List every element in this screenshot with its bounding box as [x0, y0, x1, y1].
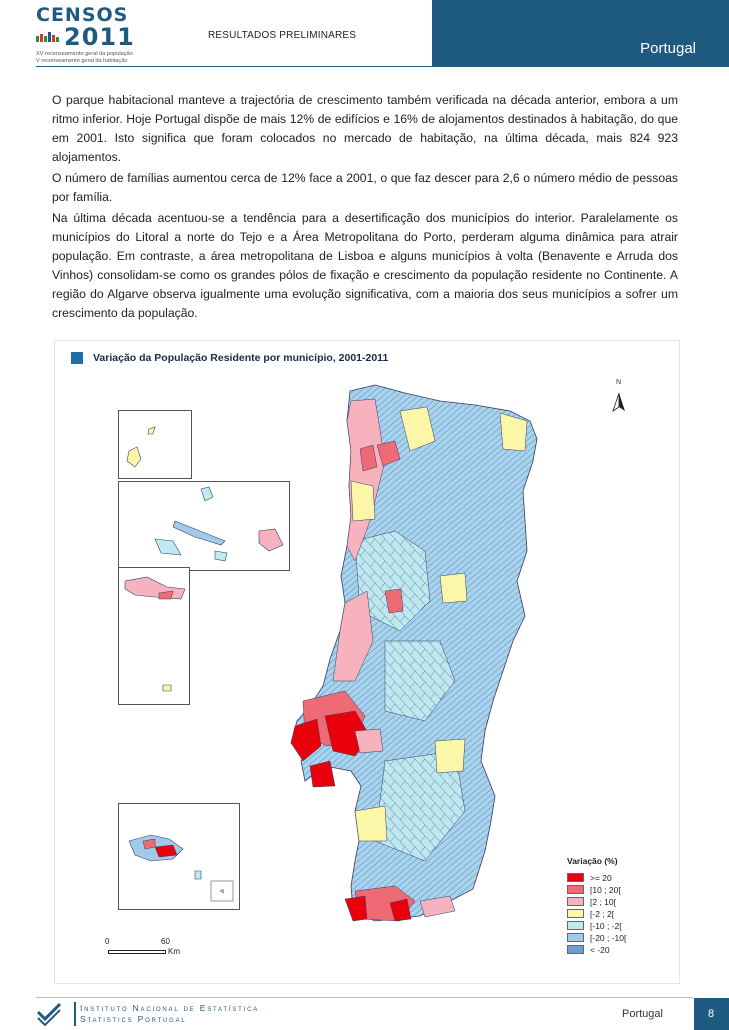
- logo-subtitle-2: V recenseamento geral da habitação: [36, 58, 128, 64]
- body-text: [52, 91, 678, 325]
- legend-swatch: [567, 921, 584, 930]
- header-region-label: Portugal: [640, 40, 696, 57]
- legend-label: [10 ; 20[: [590, 884, 621, 895]
- ine-logo-icon: [36, 1000, 62, 1026]
- legend-label: [-2 ; 2[: [590, 908, 615, 919]
- legend-swatch: [567, 897, 584, 906]
- scale-end: 60: [161, 937, 170, 946]
- legend-item: [567, 920, 626, 931]
- legend-swatch: [567, 945, 584, 954]
- footer-divider: [36, 997, 693, 998]
- scale-start: 0: [105, 937, 110, 946]
- paragraph-3: Na última década acentuou-se a tendência para a desertificação dos municípios do interior. Paralelamente os municípios do Litoral a norte do Tejo e a Área Metropolitana do Porto, perderam alguma dinâmica para atrair população. Em contraste, a área metropolitana de Lisboa e alguns municípios à volta (Benavente e Arruda dos Vinhos) consolidam-se como os grandes pólos de fixação e crescimento da população residente no Continente. A região do Algarve observa igualmente uma evolução significativa, com a maioria dos seus municípios a sofrer um crescimento da população.: [52, 211, 678, 320]
- scale-bar: [105, 937, 225, 967]
- north-arrow-icon: [611, 381, 627, 415]
- north-label: N: [616, 379, 622, 386]
- section-title: RESULTADOS PRELIMINARES: [208, 30, 357, 41]
- legend-title: Variação (%): [567, 856, 618, 866]
- footer-separator: [74, 1002, 76, 1026]
- legend-item: [567, 872, 626, 883]
- censos-logo: [36, 4, 146, 66]
- legend-swatch: [567, 909, 584, 918]
- legend-item: [567, 896, 626, 907]
- scale-line: [108, 950, 166, 954]
- logo-year: 2011: [64, 23, 135, 51]
- legend-label: [2 ; 10[: [590, 896, 616, 907]
- legend-label: [-10 ; -2[: [590, 920, 622, 931]
- legend-swatch: [567, 933, 584, 942]
- map-figure: [54, 340, 680, 984]
- legend-item: [567, 932, 626, 943]
- legend-swatch: [567, 873, 584, 882]
- page-number: 8: [708, 1008, 715, 1020]
- paragraph-2: O número de famílias aumentou cerca de 12% face a 2001, o que faz descer para 2,6 o número médio de pessoas por família.: [52, 171, 678, 204]
- logo-subtitle-1: XV recenseamento geral da população: [36, 51, 133, 57]
- logo-title: CENSOS: [36, 4, 129, 26]
- institute-name-en: Statistics Portugal: [80, 1014, 187, 1024]
- legend-label: [-20 ; -10[: [590, 932, 627, 943]
- legend-item: [567, 944, 626, 955]
- legend-label: < -20: [590, 944, 610, 955]
- legend-item: [567, 908, 626, 919]
- header-divider: [36, 66, 729, 67]
- legend-label: >= 20: [590, 872, 612, 883]
- logo-bars-icon: [36, 30, 62, 46]
- footer-region-label: Portugal: [622, 1008, 663, 1020]
- legend-item: [567, 884, 626, 895]
- map-legend: [567, 856, 626, 956]
- legend-swatch: [567, 885, 584, 894]
- scale-unit: Km: [168, 947, 180, 956]
- figure-title: Variação da População Residente por município, 2001-2011: [93, 352, 389, 364]
- institute-name-pt: Instituto Nacional de Estatística: [80, 1003, 259, 1013]
- paragraph-1: O parque habitacional manteve a trajectória de crescimento também verificada na década anterior, embora a um ritmo inferior. Hoje Portugal dispõe de mais 12% de edifícios e 16% de alojamentos destinados à habitação, do que em 2001. Isto significa que foram colocados no mercado de habitação, na última década, mais 824 923 alojamentos.: [52, 93, 678, 164]
